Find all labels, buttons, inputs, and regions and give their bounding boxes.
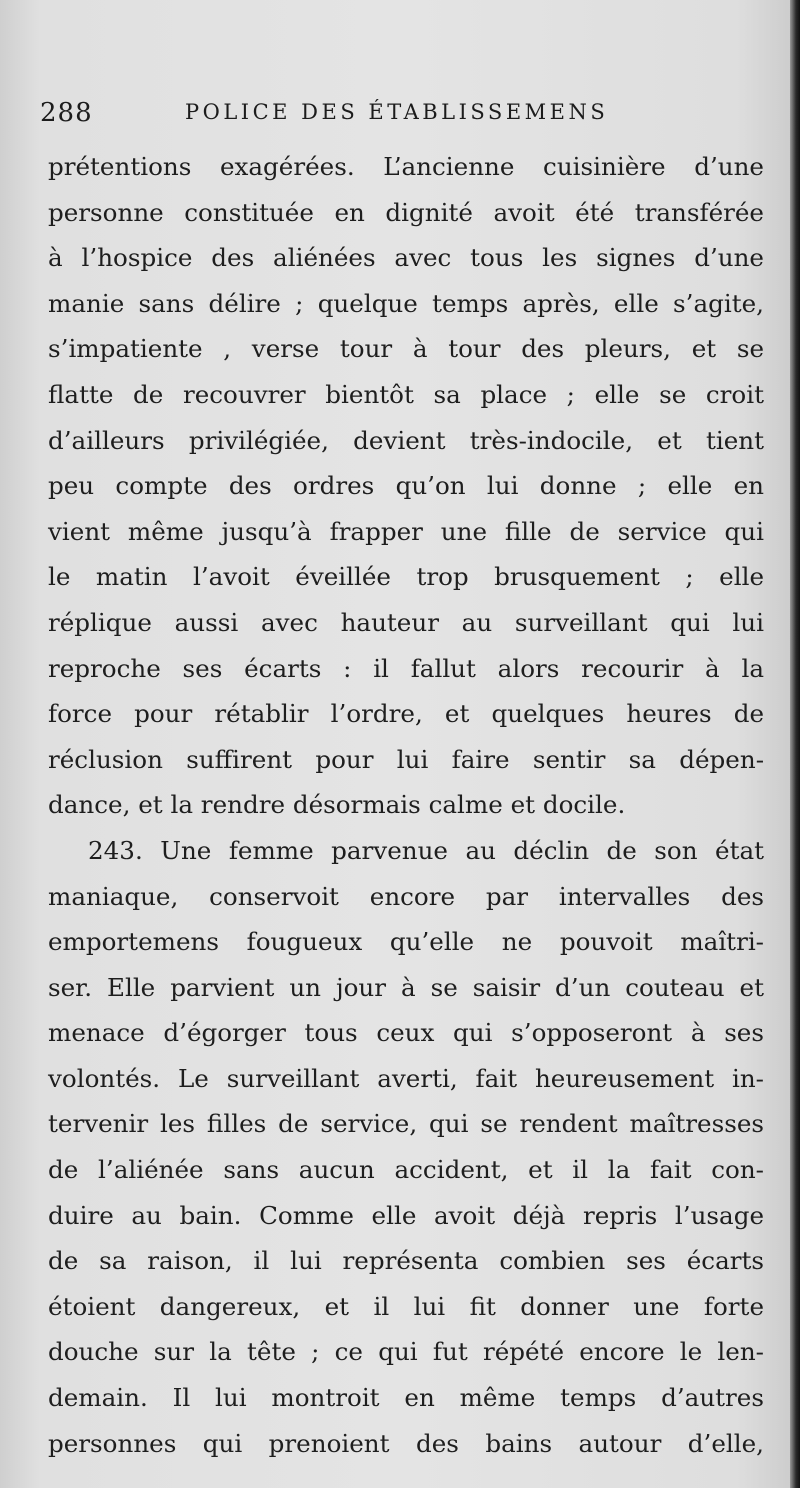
text-line: volontés. Le surveillant averti, fait heureusement in-: [48, 1063, 764, 1093]
page-header: [40, 96, 660, 136]
text-line: le matin l’avoit éveillée trop brusquement ; elle: [48, 562, 764, 592]
text-line: emportemens fougueux qu’elle ne pouvoit maîtri-: [48, 927, 764, 957]
text-line: maniaque, conservoit encore par intervalles des: [48, 881, 764, 911]
text-line: tervenir les filles de service, qui se rendent maîtresses: [48, 1109, 764, 1139]
text-line: d’ailleurs privilégiée, devient très-indocile, et tient: [48, 425, 764, 455]
text-line: réplique aussi avec hauteur au surveillant qui lui: [48, 607, 764, 637]
text-line: reproche ses écarts : il fallut alors recourir à la: [48, 653, 764, 683]
text-line: personnes qui prenoient des bains autour d’elle,: [48, 1428, 764, 1458]
paragraph-1: [48, 144, 764, 828]
page-number: 288: [40, 98, 93, 128]
text-line: manie sans délire ; quelque temps après, elle s’agite,: [48, 288, 764, 318]
text-line: vient même jusqu’à frapper une fille de service qui: [48, 516, 764, 546]
text-line: s’impatiente , verse tour à tour des pleurs, et se: [48, 334, 764, 364]
paragraph-2: [48, 828, 764, 1466]
text-line: dance, et la rendre désormais calme et docile.: [48, 790, 626, 820]
text-line: à l’hospice des aliénées avec tous les signes d’une: [48, 243, 764, 273]
text-line: de sa raison, il lui représenta combien ses écarts: [48, 1246, 764, 1276]
text-line: personne constituée en dignité avoit été transférée: [48, 197, 764, 227]
running-head: POLICE DES ÉTABLISSEMENS: [185, 100, 609, 124]
text-line: force pour rétablir l’ordre, et quelques heures de: [48, 699, 764, 729]
text-line: duire au bain. Comme elle avoit déjà repris l’usage: [48, 1200, 764, 1230]
body-text: [48, 144, 764, 1466]
text-line: réclusion suffirent pour lui faire sentir sa dépen-: [48, 744, 764, 774]
text-line: étoient dangereux, et il lui fit donner une forte: [48, 1291, 764, 1321]
page-edge-shadow: [790, 0, 800, 1488]
text-line: prétentions exagérées. L’ancienne cuisinière d’une: [48, 152, 764, 181]
text-line: menace d’égorger tous ceux qui s’opposeront à ses: [48, 1018, 764, 1048]
text-line: de l’aliénée sans aucun accident, et il la fait con-: [48, 1155, 764, 1185]
text-line: douche sur la tête ; ce qui fut répété encore le len-: [48, 1337, 764, 1367]
text-line: flatte de recouvrer bientôt sa place ; elle se croit: [48, 379, 764, 409]
text-line: demain. Il lui montroit en même temps d’autres: [48, 1383, 764, 1413]
text-line: 243. Une femme parvenue au déclin de son état: [88, 835, 764, 865]
text-line: peu compte des ordres qu’on lui donne ; elle en: [48, 471, 764, 501]
text-line: ser. Elle parvient un jour à se saisir d’un couteau et: [48, 972, 764, 1002]
